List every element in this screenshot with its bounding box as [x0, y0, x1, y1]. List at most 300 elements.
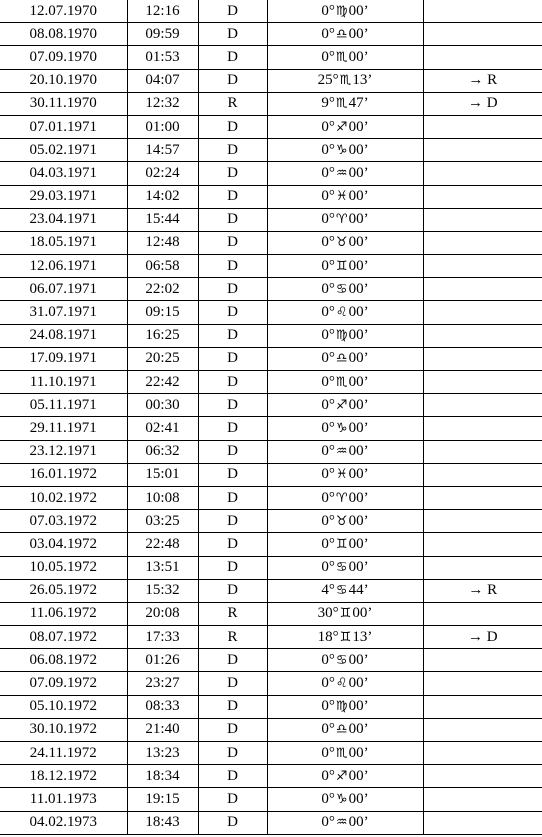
station-note-cell — [423, 463, 542, 486]
date-cell: 05.02.1971 — [0, 139, 127, 162]
position-cell — [267, 672, 423, 695]
date-cell: 31.07.1971 — [0, 301, 127, 324]
zodiac-sign-icon: ♐ — [335, 768, 348, 784]
time-cell: 15:01 — [127, 463, 198, 486]
zodiac-sign-icon: ♊ — [335, 258, 348, 274]
degree-value: 0° — [321, 767, 335, 784]
zodiac-sign-icon: ♏ — [339, 73, 352, 89]
minutes-value: 00’ — [348, 814, 369, 831]
table-row — [0, 0, 542, 23]
direction-cell: D — [198, 23, 267, 46]
zodiac-sign-icon: ♐ — [335, 119, 348, 135]
time-cell: 01:26 — [127, 649, 198, 672]
zodiac-sign-icon: ♋ — [335, 560, 348, 576]
degree-value: 0° — [321, 280, 335, 297]
zodiac-sign-icon: ♒ — [335, 444, 348, 460]
zodiac-sign-icon: ♋ — [335, 652, 348, 668]
table-row — [0, 440, 542, 463]
zodiac-sign-icon: ♏ — [335, 49, 348, 65]
date-cell: 07.09.1972 — [0, 672, 127, 695]
direction-cell: D — [198, 463, 267, 486]
zodiac-sign-icon: ♋ — [335, 583, 348, 599]
minutes-value: 00’ — [348, 48, 369, 65]
minutes-value: 00’ — [348, 280, 369, 297]
time-cell: 13:51 — [127, 556, 198, 579]
station-note-cell — [423, 23, 542, 46]
table-row — [0, 579, 542, 602]
zodiac-sign-icon: ♎ — [335, 351, 348, 367]
minutes-value: 00’ — [348, 790, 369, 807]
position-cell — [267, 718, 423, 741]
direction-cell: D — [198, 231, 267, 254]
direction-cell: D — [198, 718, 267, 741]
station-note-cell — [423, 324, 542, 347]
minutes-value: 00’ — [348, 489, 369, 506]
degree-value: 0° — [321, 698, 335, 715]
direction-cell: D — [198, 0, 267, 23]
degree-value: 0° — [321, 373, 335, 390]
table-row — [0, 672, 542, 695]
direction-cell: D — [198, 788, 267, 811]
degree-value: 0° — [321, 327, 335, 344]
minutes-value: 00’ — [348, 164, 369, 181]
direction-cell: D — [198, 672, 267, 695]
time-cell: 17:33 — [127, 626, 198, 649]
date-cell: 08.07.1972 — [0, 626, 127, 649]
table-row — [0, 765, 542, 788]
zodiac-sign-icon: ♏ — [335, 374, 348, 390]
zodiac-sign-icon: ♊ — [339, 629, 352, 645]
date-cell: 17.09.1971 — [0, 347, 127, 370]
minutes-value: 44’ — [348, 582, 369, 599]
station-note-cell — [423, 649, 542, 672]
direction-cell: D — [198, 46, 267, 69]
direction-cell: D — [198, 278, 267, 301]
date-cell: 04.03.1971 — [0, 162, 127, 185]
minutes-value: 00’ — [348, 327, 369, 344]
station-note-cell: → D — [423, 626, 542, 649]
time-cell: 02:24 — [127, 162, 198, 185]
zodiac-sign-icon: ♑ — [335, 420, 348, 436]
minutes-value: 00’ — [348, 141, 369, 158]
minutes-value: 00’ — [348, 767, 369, 784]
station-note-cell — [423, 371, 542, 394]
date-cell: 10.05.1972 — [0, 556, 127, 579]
time-cell: 12:16 — [127, 0, 198, 23]
degree-value: 0° — [321, 651, 335, 668]
degree-value: 0° — [321, 257, 335, 274]
minutes-value: 00’ — [348, 559, 369, 576]
zodiac-sign-icon: ♐ — [335, 397, 348, 413]
position-cell — [267, 486, 423, 509]
time-cell: 21:40 — [127, 718, 198, 741]
time-cell: 12:48 — [127, 231, 198, 254]
direction-cell: D — [198, 533, 267, 556]
station-note-cell — [423, 208, 542, 231]
degree-value: 0° — [321, 396, 335, 413]
time-cell: 22:48 — [127, 533, 198, 556]
date-cell: 12.07.1970 — [0, 0, 127, 23]
direction-cell: R — [198, 626, 267, 649]
table-row — [0, 649, 542, 672]
zodiac-sign-icon: ♓ — [335, 467, 348, 483]
time-cell: 16:25 — [127, 324, 198, 347]
table-row — [0, 46, 542, 69]
direction-cell: D — [198, 324, 267, 347]
direction-cell: D — [198, 440, 267, 463]
position-cell — [267, 394, 423, 417]
time-cell: 22:02 — [127, 278, 198, 301]
minutes-value: 00’ — [348, 721, 369, 738]
zodiac-sign-icon: ♏ — [335, 96, 348, 112]
time-cell: 22:42 — [127, 371, 198, 394]
table-row — [0, 278, 542, 301]
station-note-cell — [423, 255, 542, 278]
position-cell — [267, 23, 423, 46]
position-cell — [267, 788, 423, 811]
degree-value: 0° — [321, 48, 335, 65]
position-cell — [267, 278, 423, 301]
minutes-value: 00’ — [348, 350, 369, 367]
date-cell: 05.11.1971 — [0, 394, 127, 417]
date-cell: 04.02.1973 — [0, 811, 127, 834]
zodiac-sign-icon: ♑ — [335, 791, 348, 807]
direction-cell: D — [198, 69, 267, 92]
minutes-value: 00’ — [348, 512, 369, 529]
date-cell: 06.08.1972 — [0, 649, 127, 672]
position-cell — [267, 556, 423, 579]
station-note-cell — [423, 139, 542, 162]
minutes-value: 00’ — [348, 257, 369, 274]
minutes-value: 00’ — [348, 234, 369, 251]
date-cell: 20.10.1970 — [0, 69, 127, 92]
minutes-value: 13’ — [352, 628, 373, 645]
zodiac-sign-icon: ♒ — [335, 165, 348, 181]
position-cell — [267, 347, 423, 370]
station-note-cell — [423, 811, 542, 834]
position-cell — [267, 579, 423, 602]
time-cell: 13:23 — [127, 742, 198, 765]
zodiac-sign-icon: ♌ — [335, 676, 348, 692]
direction-cell: D — [198, 486, 267, 509]
zodiac-sign-icon: ♍ — [335, 3, 348, 19]
zodiac-sign-icon: ♓ — [335, 189, 348, 205]
table-row — [0, 486, 542, 509]
zodiac-sign-icon: ♋ — [335, 281, 348, 297]
table-row — [0, 347, 542, 370]
time-cell: 00:30 — [127, 394, 198, 417]
zodiac-sign-icon: ♎ — [335, 26, 348, 42]
degree-value: 0° — [321, 721, 335, 738]
time-cell: 09:59 — [127, 23, 198, 46]
direction-cell: D — [198, 208, 267, 231]
station-note-cell — [423, 486, 542, 509]
date-cell: 18.05.1971 — [0, 231, 127, 254]
station-note-cell — [423, 347, 542, 370]
degree-value: 4° — [321, 582, 335, 599]
minutes-value: 13’ — [352, 72, 373, 89]
direction-cell: D — [198, 394, 267, 417]
table-row — [0, 510, 542, 533]
table-row — [0, 695, 542, 718]
date-cell: 24.08.1971 — [0, 324, 127, 347]
table-row — [0, 394, 542, 417]
date-cell: 23.12.1971 — [0, 440, 127, 463]
minutes-value: 00’ — [348, 211, 369, 228]
table-row — [0, 718, 542, 741]
time-cell: 15:32 — [127, 579, 198, 602]
station-note-cell — [423, 394, 542, 417]
position-cell — [267, 208, 423, 231]
table-row — [0, 626, 542, 649]
date-cell: 16.01.1972 — [0, 463, 127, 486]
degree-value: 0° — [321, 350, 335, 367]
direction-cell: R — [198, 92, 267, 115]
zodiac-sign-icon: ♑ — [335, 142, 348, 158]
direction-cell: D — [198, 139, 267, 162]
time-cell: 14:02 — [127, 185, 198, 208]
table-row — [0, 742, 542, 765]
table-row — [0, 788, 542, 811]
direction-cell: D — [198, 301, 267, 324]
date-cell: 11.01.1973 — [0, 788, 127, 811]
station-note-cell — [423, 602, 542, 625]
station-note-cell — [423, 231, 542, 254]
degree-value: 0° — [321, 443, 335, 460]
degree-value: 0° — [321, 466, 335, 483]
date-cell: 10.02.1972 — [0, 486, 127, 509]
time-cell: 18:34 — [127, 765, 198, 788]
date-cell: 05.10.1972 — [0, 695, 127, 718]
position-cell — [267, 324, 423, 347]
position-cell — [267, 765, 423, 788]
station-note-cell — [423, 533, 542, 556]
direction-cell: D — [198, 115, 267, 138]
station-note-cell — [423, 417, 542, 440]
station-note-cell — [423, 765, 542, 788]
date-cell: 24.11.1972 — [0, 742, 127, 765]
time-cell: 06:58 — [127, 255, 198, 278]
table-row — [0, 23, 542, 46]
direction-cell: R — [198, 602, 267, 625]
table-row — [0, 533, 542, 556]
minutes-value: 00’ — [348, 651, 369, 668]
position-cell — [267, 371, 423, 394]
minutes-value: 00’ — [348, 396, 369, 413]
date-cell: 07.09.1970 — [0, 46, 127, 69]
station-note-cell — [423, 440, 542, 463]
time-cell: 10:08 — [127, 486, 198, 509]
date-cell: 26.05.1972 — [0, 579, 127, 602]
table-row — [0, 255, 542, 278]
station-note-cell: → R — [423, 579, 542, 602]
degree-value: 0° — [321, 164, 335, 181]
time-cell: 02:41 — [127, 417, 198, 440]
time-cell: 03:25 — [127, 510, 198, 533]
direction-cell: D — [198, 579, 267, 602]
minutes-value: 00’ — [352, 605, 373, 622]
date-cell: 07.03.1972 — [0, 510, 127, 533]
table-row — [0, 208, 542, 231]
direction-cell: D — [198, 510, 267, 533]
time-cell: 09:15 — [127, 301, 198, 324]
degree-value: 18° — [317, 628, 339, 645]
degree-value: 0° — [321, 675, 335, 692]
position-cell — [267, 626, 423, 649]
station-note-cell — [423, 301, 542, 324]
time-cell: 01:53 — [127, 46, 198, 69]
position-cell — [267, 115, 423, 138]
zodiac-sign-icon: ♈ — [335, 212, 348, 228]
zodiac-sign-icon: ♒ — [335, 815, 348, 831]
station-note-cell — [423, 162, 542, 185]
position-cell — [267, 255, 423, 278]
table-row — [0, 185, 542, 208]
position-cell — [267, 139, 423, 162]
date-cell: 08.08.1970 — [0, 23, 127, 46]
station-note-cell — [423, 46, 542, 69]
zodiac-sign-icon: ♎ — [335, 722, 348, 738]
degree-value: 30° — [317, 605, 339, 622]
date-cell: 29.03.1971 — [0, 185, 127, 208]
minutes-value: 00’ — [348, 698, 369, 715]
table-row — [0, 463, 542, 486]
degree-value: 0° — [321, 211, 335, 228]
station-note-cell — [423, 185, 542, 208]
station-note-cell — [423, 278, 542, 301]
date-cell: 29.11.1971 — [0, 417, 127, 440]
minutes-value: 00’ — [348, 466, 369, 483]
position-cell — [267, 92, 423, 115]
degree-value: 0° — [321, 304, 335, 321]
direction-cell: D — [198, 417, 267, 440]
time-cell: 18:43 — [127, 811, 198, 834]
degree-value: 0° — [321, 535, 335, 552]
position-cell — [267, 463, 423, 486]
table-row — [0, 371, 542, 394]
position-cell — [267, 231, 423, 254]
minutes-value: 00’ — [348, 675, 369, 692]
direction-cell: D — [198, 162, 267, 185]
time-cell: 15:44 — [127, 208, 198, 231]
station-note-cell — [423, 788, 542, 811]
direction-cell: D — [198, 556, 267, 579]
position-cell — [267, 185, 423, 208]
zodiac-sign-icon: ♉ — [335, 235, 348, 251]
direction-cell: D — [198, 742, 267, 765]
direction-cell: D — [198, 649, 267, 672]
degree-value: 0° — [321, 489, 335, 506]
zodiac-sign-icon: ♊ — [339, 606, 352, 622]
position-cell — [267, 301, 423, 324]
degree-value: 0° — [321, 744, 335, 761]
date-cell: 18.12.1972 — [0, 765, 127, 788]
position-cell — [267, 510, 423, 533]
position-cell — [267, 0, 423, 23]
table-row — [0, 556, 542, 579]
zodiac-sign-icon: ♍ — [335, 699, 348, 715]
time-cell: 06:32 — [127, 440, 198, 463]
station-note-cell — [423, 695, 542, 718]
position-cell — [267, 649, 423, 672]
position-cell — [267, 602, 423, 625]
zodiac-sign-icon: ♏ — [335, 745, 348, 761]
time-cell: 01:00 — [127, 115, 198, 138]
table-row — [0, 301, 542, 324]
direction-cell: D — [198, 371, 267, 394]
direction-cell: D — [198, 811, 267, 834]
minutes-value: 00’ — [348, 25, 369, 42]
station-note-cell — [423, 115, 542, 138]
direction-cell: D — [198, 185, 267, 208]
table-row — [0, 115, 542, 138]
position-cell — [267, 417, 423, 440]
station-note-cell — [423, 556, 542, 579]
direction-cell: D — [198, 347, 267, 370]
table-row — [0, 231, 542, 254]
zodiac-sign-icon: ♌ — [335, 305, 348, 321]
table-row — [0, 602, 542, 625]
zodiac-sign-icon: ♉ — [335, 513, 348, 529]
minutes-value: 00’ — [348, 373, 369, 390]
date-cell: 07.01.1971 — [0, 115, 127, 138]
position-cell — [267, 695, 423, 718]
degree-value: 0° — [321, 2, 335, 19]
station-note-cell — [423, 742, 542, 765]
degree-value: 0° — [321, 141, 335, 158]
degree-value: 0° — [321, 25, 335, 42]
minutes-value: 00’ — [348, 443, 369, 460]
minutes-value: 00’ — [348, 744, 369, 761]
degree-value: 0° — [321, 419, 335, 436]
position-cell — [267, 533, 423, 556]
date-cell: 03.04.1972 — [0, 533, 127, 556]
position-cell — [267, 440, 423, 463]
position-cell — [267, 811, 423, 834]
date-cell: 06.07.1971 — [0, 278, 127, 301]
degree-value: 25° — [317, 72, 339, 89]
minutes-value: 00’ — [348, 2, 369, 19]
time-cell: 08:33 — [127, 695, 198, 718]
minutes-value: 00’ — [348, 118, 369, 135]
time-cell: 04:07 — [127, 69, 198, 92]
date-cell: 23.04.1971 — [0, 208, 127, 231]
degree-value: 0° — [321, 559, 335, 576]
time-cell: 20:08 — [127, 602, 198, 625]
position-cell — [267, 162, 423, 185]
degree-value: 0° — [321, 234, 335, 251]
zodiac-sign-icon: ♈ — [335, 490, 348, 506]
degree-value: 0° — [321, 814, 335, 831]
time-cell: 12:32 — [127, 92, 198, 115]
time-cell: 14:57 — [127, 139, 198, 162]
direction-cell: D — [198, 255, 267, 278]
degree-value: 9° — [321, 95, 335, 112]
time-cell: 20:25 — [127, 347, 198, 370]
table-row — [0, 69, 542, 92]
station-note-cell — [423, 510, 542, 533]
degree-value: 0° — [321, 188, 335, 205]
date-cell: 30.11.1970 — [0, 92, 127, 115]
degree-value: 0° — [321, 790, 335, 807]
station-note-cell: → R — [423, 69, 542, 92]
minutes-value: 00’ — [348, 419, 369, 436]
minutes-value: 00’ — [348, 188, 369, 205]
station-note-cell — [423, 0, 542, 23]
station-note-cell: → D — [423, 92, 542, 115]
position-cell — [267, 46, 423, 69]
minutes-value: 47’ — [348, 95, 369, 112]
